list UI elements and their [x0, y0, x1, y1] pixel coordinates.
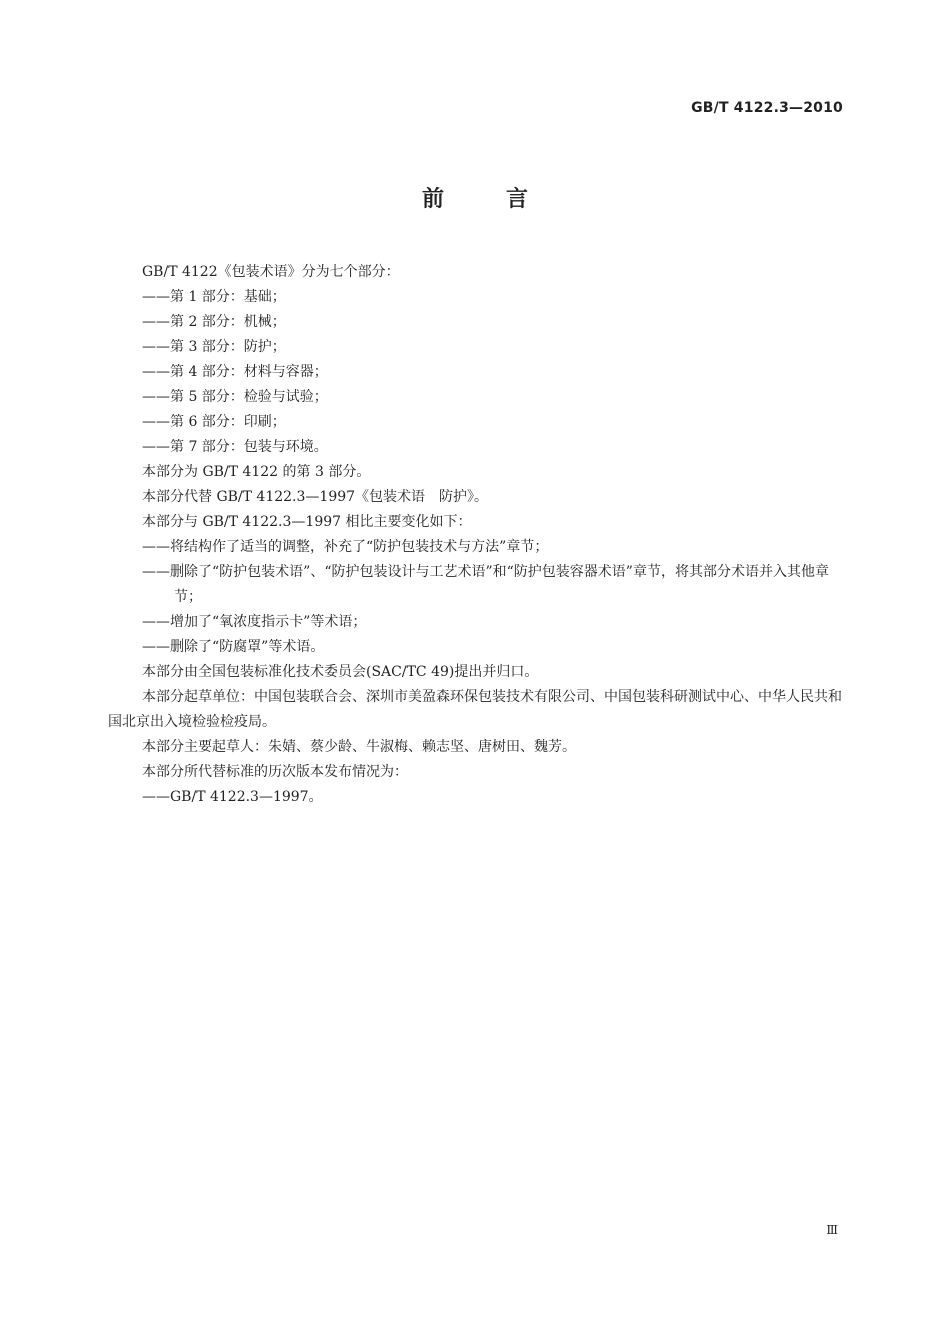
proposed-by-paragraph: 本部分由全国包装标准化技术委员会(SAC/TC 49)提出并归口。: [142, 664, 539, 680]
change-list-item: ——增加了“氧浓度指示卡”等术语；: [142, 614, 367, 630]
history-list-item: ——GB/T 4122.3—1997。: [142, 789, 323, 805]
document-body: [108, 260, 843, 810]
change-list-item: ——删除了“防腐罩”等术语。: [142, 639, 325, 655]
standard-number: GB/T 4122.3—2010: [691, 100, 843, 116]
drafters-paragraph: 本部分主要起草人：朱婧、蔡少龄、牛淑梅、赖志坚、唐树田、魏芳。: [142, 739, 576, 755]
page-number: Ⅲ: [826, 1223, 838, 1237]
changes-intro-paragraph: 本部分与 GB/T 4122.3—1997 相比主要变化如下：: [142, 514, 472, 530]
drafting-units-paragraph: 本部分起草单位：中国包装联合会、深圳市美盈森环保包装技术有限公司、中国包装科研测试中心、中华人民共和国北京出入境检验检疫局。: [108, 689, 842, 730]
change-list-item: ——将结构作了适当的调整，补充了“防护包装技术与方法”章节；: [142, 539, 549, 555]
parts-intro-paragraph: GB/T 4122《包装术语》分为七个部分：: [142, 264, 400, 280]
part-list-item: ——第 2 部分：机械；: [142, 314, 286, 330]
page-title: 前言: [421, 187, 590, 212]
part-list-item: ——第 3 部分：防护；: [142, 339, 286, 355]
history-intro-paragraph: 本部分所代替标准的历次版本发布情况为：: [142, 764, 408, 780]
this-part-paragraph: 本部分为 GB/T 4122 的第 3 部分。: [142, 464, 371, 480]
part-list-item: ——第 5 部分：检验与试验；: [142, 389, 328, 405]
part-list-item: ——第 4 部分：材料与容器；: [142, 364, 328, 380]
replaces-paragraph: 本部分代替 GB/T 4122.3—1997《包装术语 防护》。: [142, 489, 489, 505]
part-list-item: ——第 7 部分：包装与环境。: [142, 439, 328, 455]
change-list-item: ——删除了“防护包装术语”、“防护包装设计与工艺术语”和“防护包装容器术语”章节，将其部分术语并入其他章节；: [142, 564, 829, 605]
part-list-item: ——第 6 部分：印刷；: [142, 414, 286, 430]
part-list-item: ——第 1 部分：基础；: [142, 289, 286, 305]
